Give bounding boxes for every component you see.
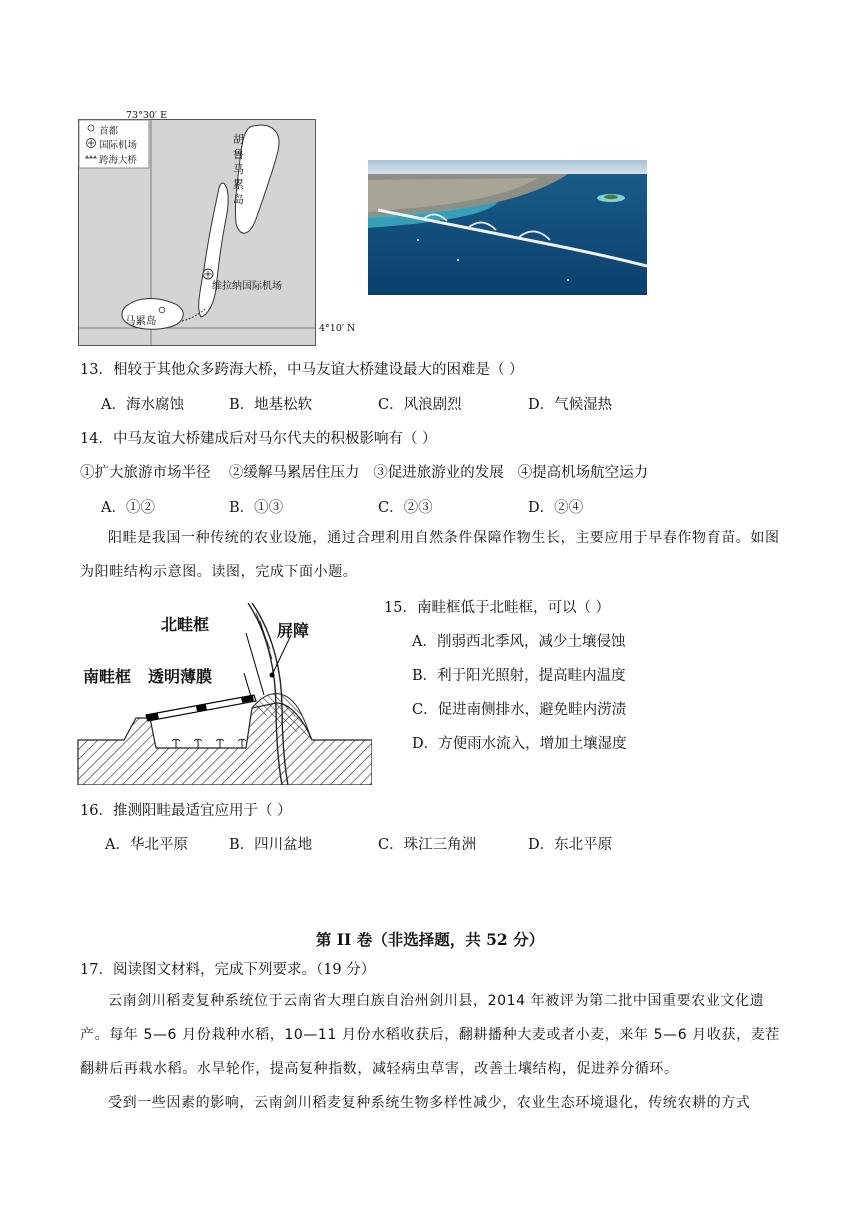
q16-stem: 16．推测阳畦最适宜应用于（ ）	[80, 803, 292, 819]
q15-option-b: B．利于阳光照射，提高畦内温度	[412, 668, 626, 684]
q13-option-d: D．气候湿热	[528, 397, 613, 413]
q14-option-a: A．①②	[101, 500, 155, 516]
q15-option-a: A．削弱西北季风，减少土壤侵蚀	[412, 634, 626, 650]
map-top-coord: 73°30′ E	[126, 110, 168, 121]
q15-option-d: D．方便雨水流入，增加土壤湿度	[412, 736, 627, 752]
q13-option-b: B．地基松软	[229, 397, 313, 413]
legend-bridge: 跨海大桥	[99, 155, 138, 166]
q15-stem: 15．南畦框低于北畦框，可以（ ）	[384, 600, 611, 616]
q15-option-c: C．促进南侧排水，避免畦内涝渍	[412, 702, 627, 718]
q16-option-b: B．四川盆地	[229, 837, 313, 853]
q14-stem: 14．中马友谊大桥建成后对马尔代夫的积极影响有（ ）	[80, 431, 437, 447]
yangqi-intro: 阳畦是我国一种传统的农业设施，通过合理利用自然条件保障作物生长，主要应用于早春作物育苗。如图为阳畦结构示意图。读图，完成下面小题。	[80, 530, 780, 580]
q14-option-c: C．②③	[378, 500, 433, 516]
diagram-label-screen: 屏障	[277, 621, 310, 640]
bridge-photo	[368, 160, 647, 295]
q16-option-d: D．东北平原	[528, 837, 613, 853]
map-right-coord: 4°10′ N	[319, 323, 356, 334]
q14-option-b: B．①③	[229, 500, 284, 516]
map-label-airport: 维拉纳国际机场	[212, 281, 282, 292]
q13-option-c: C．风浪剧烈	[378, 397, 462, 413]
q14-items: ①扩大旅游市场半径 ②缓解马累居住压力 ③促进旅游业的发展 ④提高机场航空运力	[80, 465, 649, 481]
diagram-label-south-frame: 南畦框	[83, 667, 132, 686]
map-label-male: 马累岛	[125, 315, 157, 327]
legend-capital: 首都	[99, 126, 119, 137]
q17-paragraph-1: 云南剑川稻麦复种系统位于云南省大理白族自治州剑川县，2014 年被评为第二批中国重要农业文化遗产。每年 5—6 月份栽种水稻，10—11 月份水稻收获后，翻耕播种大麦或者小麦，来年 5—6 月收获，麦茬翻耕后再栽水稻。水旱轮作，提高复种指数，减轻病虫草害，改善土壤结构，促进养分循环。	[80, 993, 780, 1077]
q13-option-a: A．海水腐蚀	[101, 397, 184, 413]
q16-option-a: A．华北平原	[105, 837, 188, 853]
diagram-label-north-frame: 北畦框	[161, 615, 210, 634]
q16-option-c: C．珠江三角洲	[378, 837, 477, 853]
diagram-label-film: 透明薄膜	[148, 667, 213, 686]
map-label-hulhumale: 胡鲁马累岛	[233, 133, 244, 206]
q14-option-d: D．②④	[528, 500, 584, 516]
q13-stem: 13．相较于其他众多跨海大桥，中马友谊大桥建设最大的困难是（ ）	[80, 362, 524, 378]
q17-paragraph-2: 受到一些因素的影响，云南剑川稻麦复种系统生物多样性减少，农业生态环境退化，传统农耕的方式	[108, 1095, 751, 1111]
section2-title: 第 II 卷（非选择题，共 52 分）	[315, 930, 545, 949]
yangqi-diagram	[76, 603, 372, 785]
q17-stem: 17．阅读图文材料，完成下列要求。（19 分）	[80, 962, 376, 978]
legend-airport: 国际机场	[99, 140, 138, 151]
